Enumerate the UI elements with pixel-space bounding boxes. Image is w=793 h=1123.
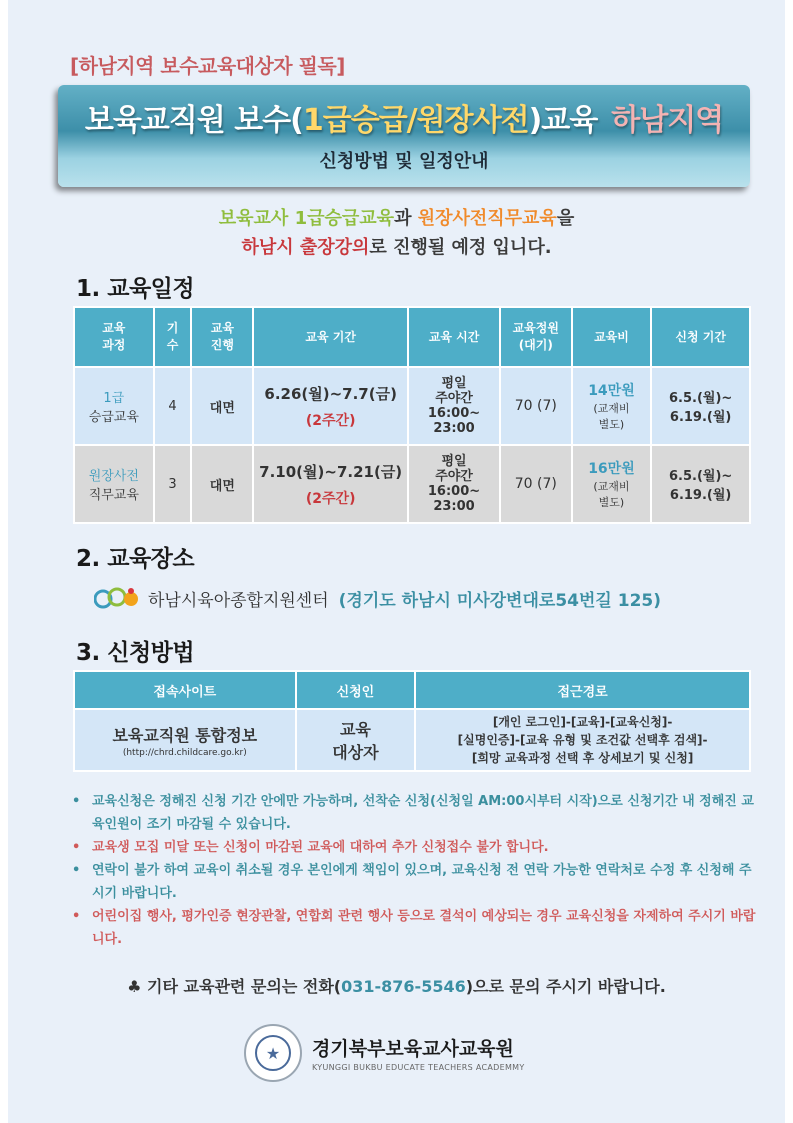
intro-line-1: [8, 204, 785, 230]
location-row: [94, 584, 661, 612]
mode-cell: 대면: [191, 367, 253, 445]
center-logo-icon: [94, 584, 140, 612]
intro-text: 로 진행될 예정 입니다.: [369, 237, 552, 258]
path-cell: [개인 로그인]-[교육]-[교육신청]- [실명인증]-[교육 유형 및 조건값 선택후 검색]- [희망 교육과정 선택 후 상세보기 및 신청]: [415, 709, 750, 771]
session-cell: 4: [154, 367, 192, 445]
banner-title-pre: 보육교직원 보수(: [84, 103, 303, 138]
fee-cell: 16만원 (교재비 별도): [572, 445, 652, 523]
time-cell: 평일 주야간 16:00~ 23:00: [408, 367, 500, 445]
intro-text: 과: [394, 208, 418, 229]
header-course: 교육 과정: [74, 307, 154, 367]
banner-subtitle: 신청방법 및 일정안내: [319, 151, 489, 172]
org-english-name: KYUNGGI BUKBU EDUCATE TEACHERS ACADEMMY: [312, 1063, 525, 1072]
section-apply-title: 3. 신청방법: [76, 640, 195, 666]
banner-title-highlight: 1급승급/원장사전: [302, 103, 529, 138]
intro-line-2: [8, 233, 785, 259]
apply-period-cell: 6.5.(월)~ 6.19.(월): [651, 367, 750, 445]
section-schedule-title: 1. 교육일정: [76, 276, 195, 302]
apply-period-cell: 6.5.(월)~ 6.19.(월): [651, 445, 750, 523]
contact-line: ♣ 기타 교육관련 문의는 전화(031-876-5546)으로 문의 주시기 바랍니다.: [127, 977, 666, 996]
notice-tag: [하남지역 보수교육대상자 필독]: [70, 54, 345, 78]
academy-seal-icon: ★: [244, 1024, 302, 1082]
intro-lecture: 하남시 출장강의: [241, 237, 370, 258]
title-banner: [58, 85, 750, 187]
header-site: 접속사이트: [74, 671, 296, 709]
site-name: 보육교직원 통합정보: [112, 725, 258, 745]
schedule-table: [73, 306, 751, 524]
banner-title-post: )교육: [528, 103, 598, 138]
table-row: [74, 367, 750, 445]
period-cell: 6.26(월)~7.7(금) (2주간): [253, 367, 408, 445]
course-cell: 원장사전 직무교육: [74, 445, 154, 523]
intro-text: 을: [556, 208, 575, 229]
site-cell: [74, 709, 296, 771]
capacity-cell: 70 (7): [500, 445, 572, 523]
phone-number[interactable]: 031-876-5546: [341, 977, 466, 996]
fee-cell: 14만원 (교재비 별도): [572, 367, 652, 445]
location-name: 하남시육아종합지원센터: [148, 590, 329, 611]
intro-course-2: 원장사전직무교육: [417, 208, 557, 229]
list-item: • 교육생 모집 미달 또는 신청이 마감된 교육에 대하여 추가 신청접수 불가 합니다.: [70, 836, 760, 859]
period-cell: 7.10(월)~7.21(금) (2주간): [253, 445, 408, 523]
session-cell: 3: [154, 445, 192, 523]
location-address: (경기도 하남시 미사강변대로54번길 125): [338, 590, 662, 611]
course-cell: 1급 승급교육: [74, 367, 154, 445]
mode-cell: 대면: [191, 445, 253, 523]
list-item: • 어린이집 행사, 평가인증 현장관찰, 연합회 관련 행사 등으로 결석이 예상되는 경우 교육신청을 자제하여 주시기 바랍니다.: [70, 905, 760, 951]
club-icon: ♣: [127, 977, 142, 996]
header-path: 접근경로: [415, 671, 750, 709]
header-session: 기 수: [154, 307, 192, 367]
header-fee: 교육비: [572, 307, 652, 367]
applicant-cell: 교육 대상자: [296, 709, 416, 771]
org-name: 경기북부보육교사교육원: [312, 1038, 514, 1060]
notice-list: [70, 790, 760, 951]
apply-table: [73, 670, 751, 772]
header-apply: 신청 기간: [651, 307, 750, 367]
time-cell: 평일 주야간 16:00~ 23:00: [408, 445, 500, 523]
banner-title: [58, 95, 750, 139]
header-applicant: 신청인: [296, 671, 416, 709]
list-item: • 연락이 불가 하여 교육이 취소될 경우 본인에게 책임이 있으며, 교육신청 전 연락 가능한 연락처로 수정 후 신청해 주시기 바랍니다.: [70, 859, 760, 905]
header-mode: 교육 진행: [191, 307, 253, 367]
banner-title-region: 하남지역: [611, 103, 724, 138]
header-time: 교육 시간: [408, 307, 500, 367]
schedule-header-row: [74, 307, 750, 367]
table-row: [74, 445, 750, 523]
capacity-cell: 70 (7): [500, 367, 572, 445]
site-url-link[interactable]: (http://chrd.childcare.go.kr): [122, 747, 247, 758]
header-capacity: 교육정원 (대기): [500, 307, 572, 367]
apply-header-row: [74, 671, 750, 709]
page: [8, 0, 785, 1123]
table-row: [74, 709, 750, 771]
header-period: 교육 기간: [253, 307, 408, 367]
footer-logo: [244, 1020, 564, 1086]
intro-course-1: 보육교사 1급승급교육: [218, 208, 395, 229]
section-location-title: 2. 교육장소: [76, 546, 195, 572]
list-item: • 교육신청은 정해진 신청 기간 안에만 가능하며, 선착순 신청(신청일 AM:00시부터 시작)으로 신청기간 내 정해진 교육인원이 조기 마감될 수 있습니다.: [70, 790, 760, 836]
